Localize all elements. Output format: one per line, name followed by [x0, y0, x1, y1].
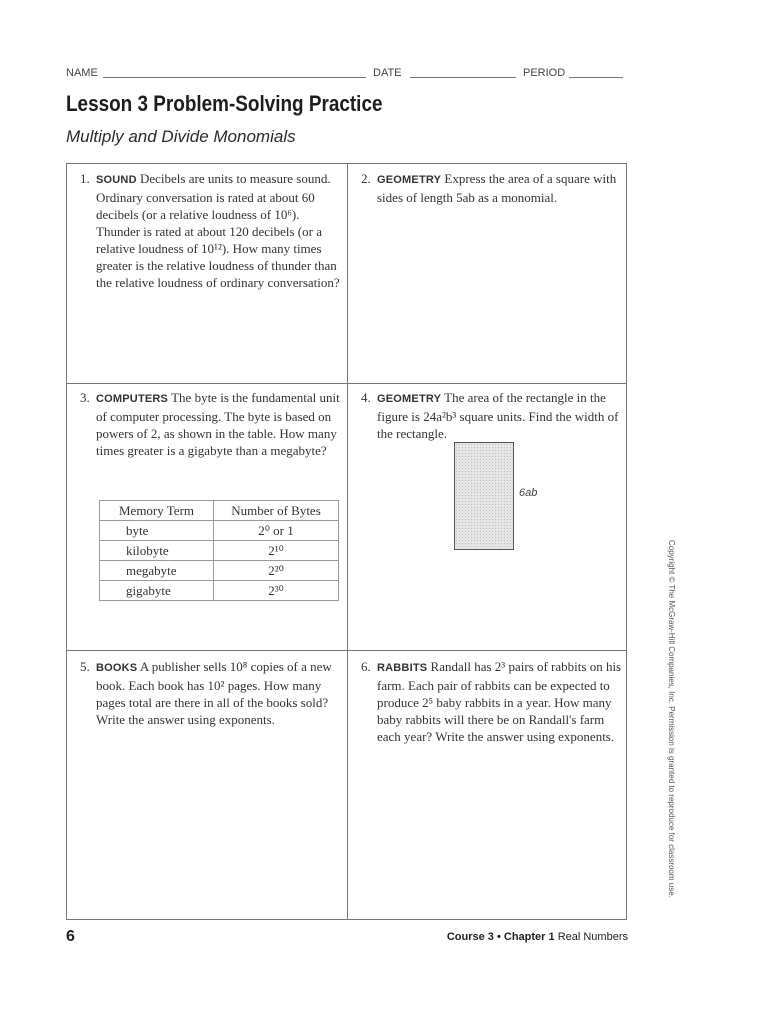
grid-divider-vertical: [347, 164, 348, 919]
problem-text: Randall has 2³ pairs of rabbits on his farm. Each pair of rabbits can be expected to produce 2⁵ baby rabbits in a year. How many baby rabbits will there be on Randall's farm each year? Write the answer using exponents.: [377, 659, 622, 744]
problem-keyword: RABBITS: [377, 662, 428, 674]
problem-number: 2.: [361, 171, 371, 186]
problem-1: [80, 170, 342, 291]
problem-grid: [66, 163, 627, 920]
problem-text: The area of the rectangle in the figure is 24a²b³ square units. Find the width of the rectangle.: [377, 390, 619, 441]
memory-table: [99, 500, 339, 601]
problem-keyword: SOUND: [96, 174, 137, 186]
problem-keyword: GEOMETRY: [377, 174, 442, 186]
memory-term: gigabyte: [100, 581, 214, 601]
table-header-number-of-bytes: Number of Bytes: [214, 501, 339, 521]
copyright-notice: Copyright © The McGraw-Hill Companies, Inc. Permission is granted to reproduce for classroom use.: [667, 540, 676, 898]
table-header-row: [100, 501, 339, 521]
period-label: PERIOD: [523, 67, 566, 79]
number-of-bytes: 2¹⁰: [214, 541, 339, 561]
footer-course-info: [447, 931, 628, 943]
name-blank[interactable]: [103, 77, 366, 78]
rectangle-figure: [454, 442, 514, 550]
memory-term: megabyte: [100, 561, 214, 581]
problem-text: Decibels are units to measure sound. Ordinary conversation is rated at about 60 decibels (or a relative loudness of 10⁶). Thunder is rated at about 120 decibels (or a relative loudness of 10¹²). How many times greater is the relative loudness of thunder than the relative loudness of ordinary conversation?: [96, 171, 340, 290]
problem-text: The byte is the fundamental unit of computer processing. The byte is based on powers of 2, as shown in the table. How many times greater is a gigabyte than a megabyte?: [96, 390, 340, 458]
footer-bullet: •: [496, 931, 501, 943]
table-row: [100, 581, 339, 601]
chapter-label: Chapter 1: [503, 931, 555, 943]
problem-keyword: COMPUTERS: [96, 393, 169, 405]
page-title: Lesson 3 Problem-Solving Practice: [66, 91, 383, 116]
problem-6: [361, 658, 623, 745]
memory-term: kilobyte: [100, 541, 214, 561]
problem-text: Express the area of a square with sides of length 5ab as a monomial.: [377, 171, 617, 205]
period-blank[interactable]: [569, 77, 623, 78]
memory-term: byte: [100, 521, 214, 541]
grid-divider-row-2: [67, 650, 626, 651]
name-label: NAME: [66, 67, 98, 79]
problem-number: 6.: [361, 659, 371, 674]
table-row: [100, 561, 339, 581]
rectangle-side-label: 6ab: [519, 487, 538, 499]
problem-2: [361, 170, 623, 206]
number-of-bytes: 2⁰ or 1: [214, 521, 339, 541]
problem-number: 5.: [80, 659, 90, 674]
problem-3: [80, 389, 342, 459]
problem-5: [80, 658, 342, 728]
date-blank[interactable]: [410, 77, 516, 78]
course-label: Course 3: [446, 931, 494, 943]
problem-text: A publisher sells 10⁸ copies of a new book. Each book has 10² pages. How many pages total are there in all of the books sold? Write the answer using exponents.: [96, 659, 332, 727]
student-info-header: [66, 64, 626, 84]
problem-number: 1.: [80, 171, 90, 186]
problem-number: 4.: [361, 390, 371, 405]
number-of-bytes: 2²⁰: [214, 561, 339, 581]
chapter-title: Real Numbers: [557, 931, 628, 943]
grid-divider-row-1: [67, 383, 626, 384]
table-header-memory-term: Memory Term: [100, 501, 214, 521]
date-label: DATE: [373, 67, 402, 79]
table-row: [100, 521, 339, 541]
number-of-bytes: 2³⁰: [214, 581, 339, 601]
problem-4: [361, 389, 623, 442]
page-number: 6: [66, 928, 75, 945]
page-subtitle: Multiply and Divide Monomials: [66, 127, 296, 146]
table-row: [100, 541, 339, 561]
problem-keyword: GEOMETRY: [377, 393, 442, 405]
problem-keyword: BOOKS: [96, 662, 138, 674]
problem-number: 3.: [80, 390, 90, 405]
